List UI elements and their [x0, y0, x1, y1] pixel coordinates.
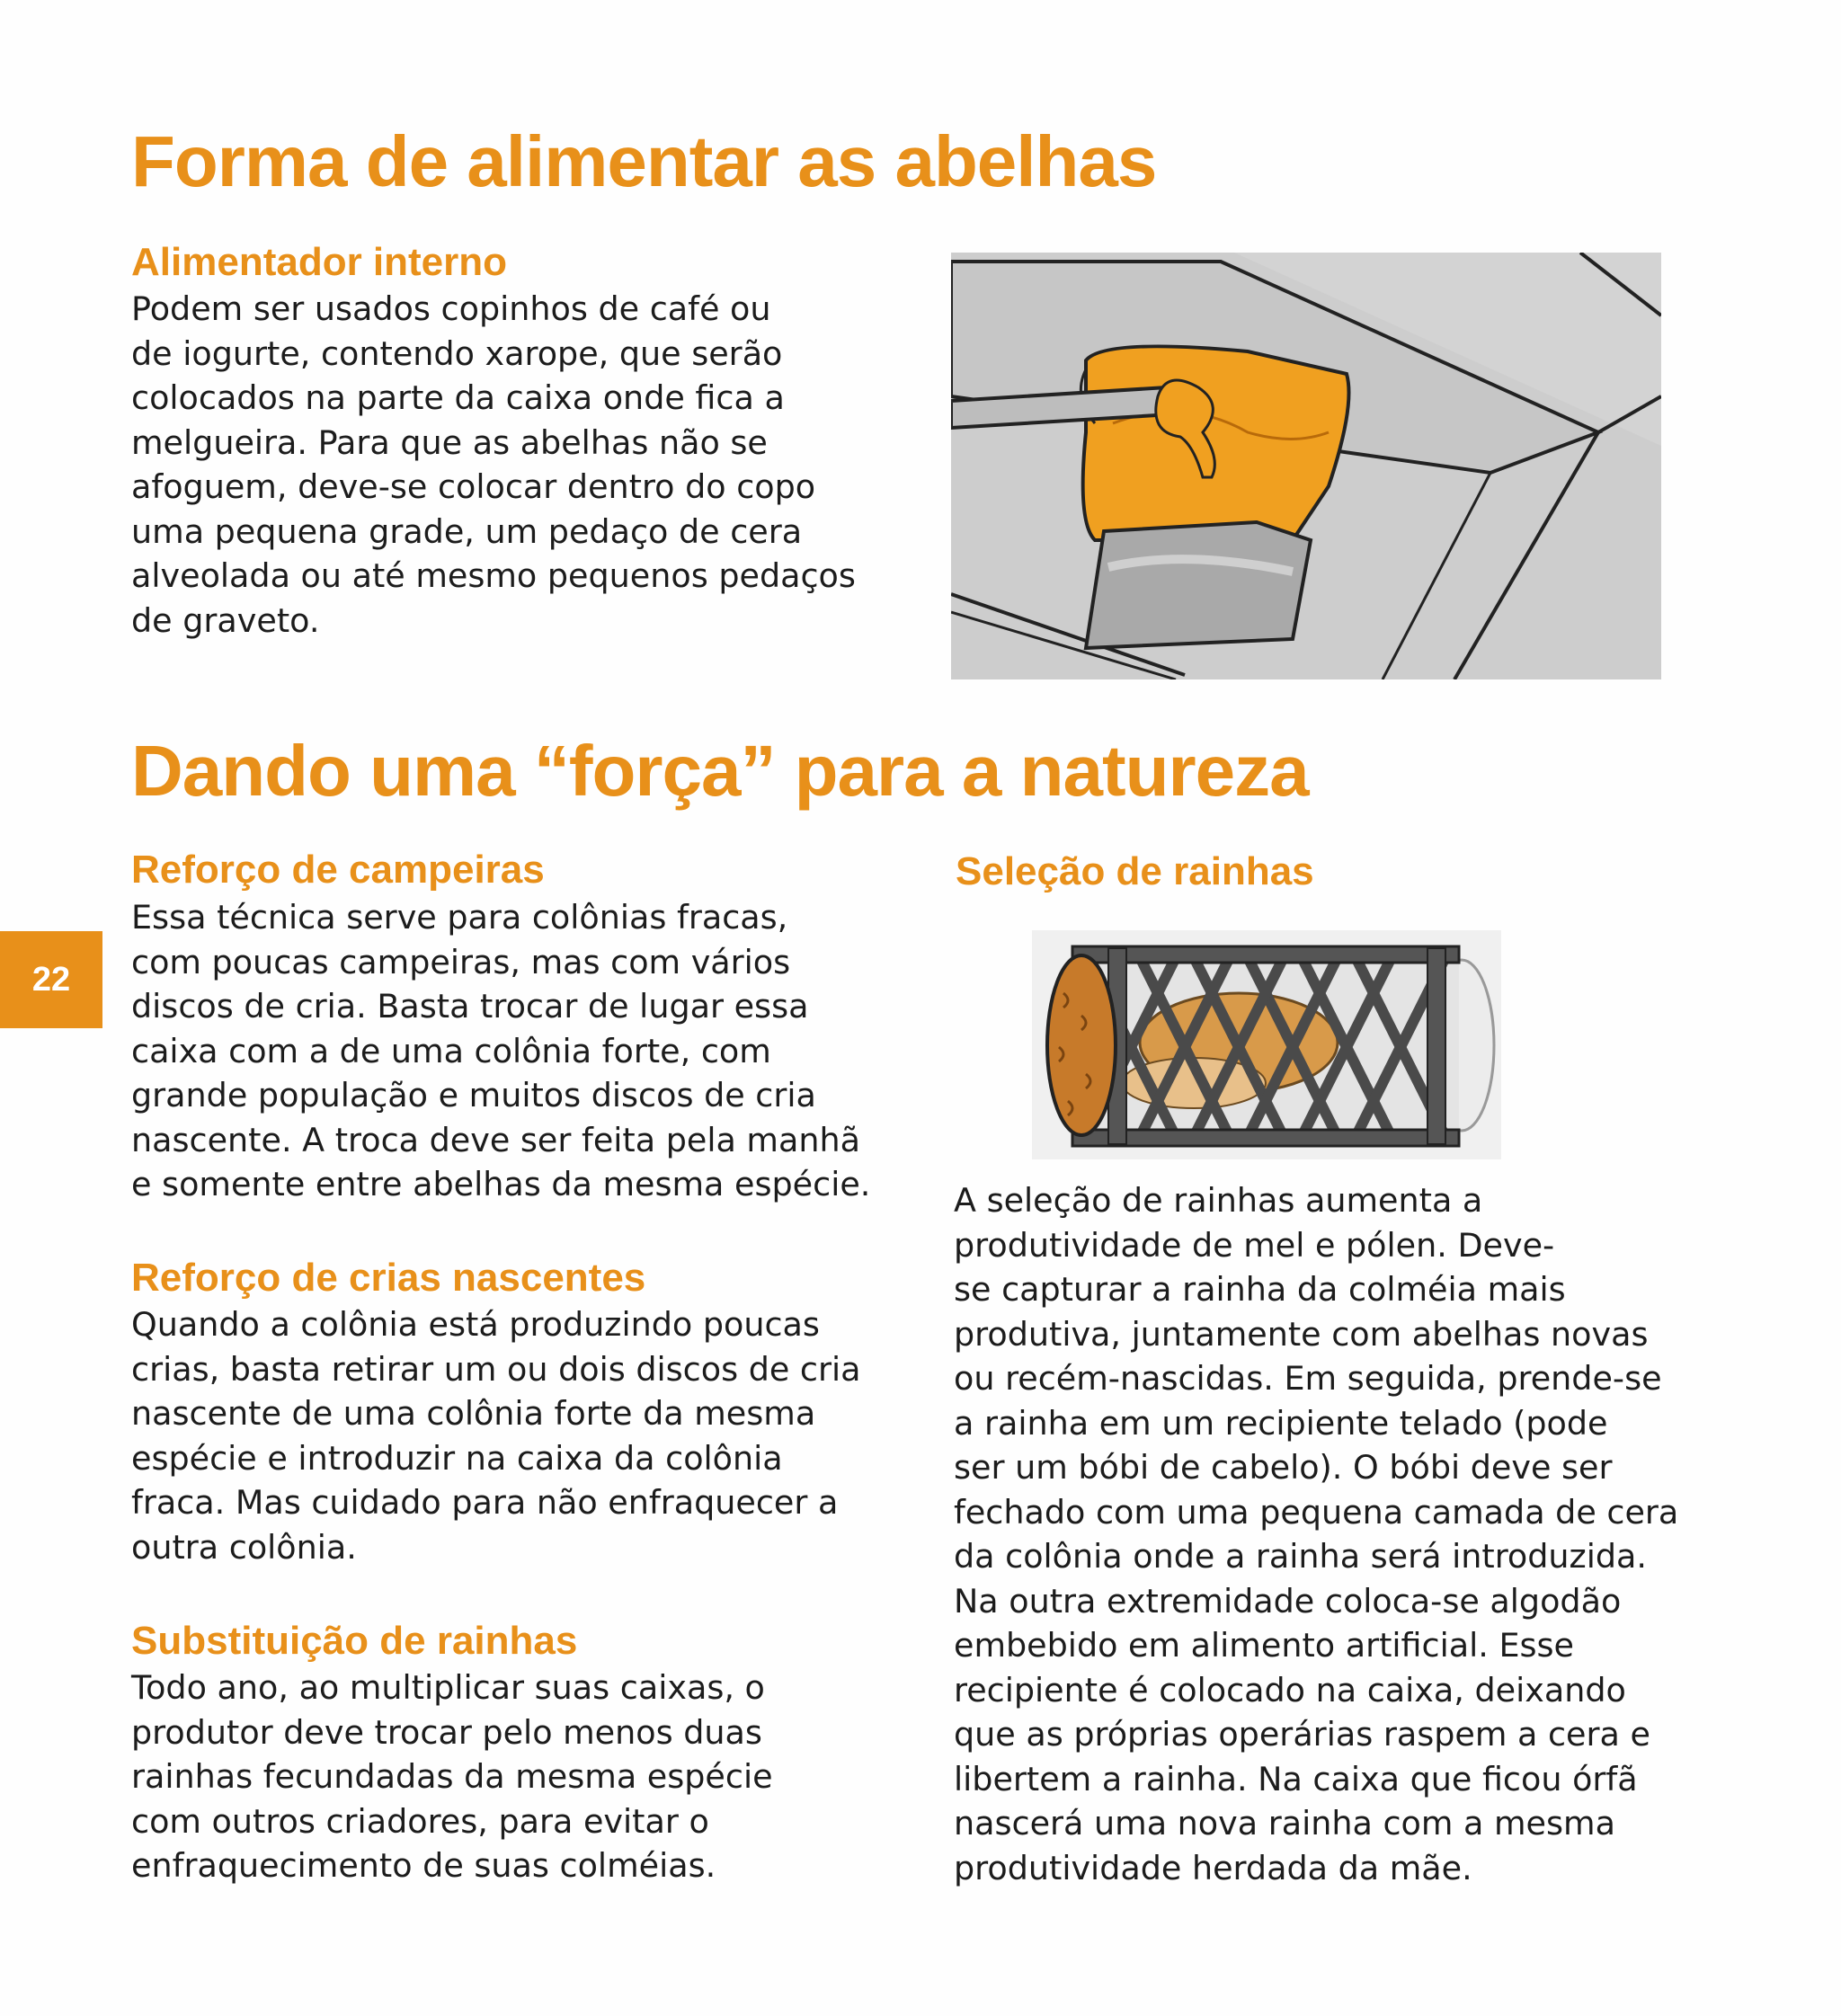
subheading-internal-feeder: Alimentador interno [131, 240, 508, 284]
paragraph-queen-replacement: Todo ano, ao multiplicar suas caixas, o produtor deve trocar pelo menos duas rainhas fecundadas da mesma espécie com outros criadores, para evitar o enfraquecimento de suas colméias. [131, 1668, 773, 1885]
paragraph-brood: Quando a colônia está produzindo poucas crias, basta retirar um ou dois discos de cria nascente de uma colônia forte da mesma espécie e introduzir na caixa da colônia fraca. Mas cuidado para não enfraquecer a outra colônia. [131, 1305, 861, 1567]
subheading-queen-replacement: Substituição de rainhas [131, 1619, 578, 1663]
paragraph-foragers: Essa técnica serve para colônias fracas, com poucas campeiras, mas com vários discos de cria. Basta trocar de lugar essa caixa com a de uma colônia forte, com grande população e muitos discos de cria nascente. A troca deve ser feita pela manhã e somente entre abelhas da mesma espécie. [131, 898, 871, 1203]
paragraph-queen-selection: A seleção de rainhas aumenta a produtividade de mel e pólen. Deve- se capturar a rainha da colméia mais produtiva, juntamente com abelhas novas ou recém-nascidas. Em seguida, prende-se a rainha em um recipiente telado (pode ser um bóbi de cabelo). O bóbi deve ser fechado com uma pequena camada de cera da colônia onde a rainha será introduzida. Na outra extremidade coloca-se algodão embebido em alimento artificial. Esse recipiente é colocado na caixa, deixando que as próprias operárias raspem a cera e libertem a rainha. Na caixa que ficou órfã nascerá uma nova rainha com a mesma produtividade herdada da mãe. [954, 1181, 1679, 1887]
section-title-feeding: Forma de alimentar as abelhas [131, 121, 1157, 201]
page-number: 22 [31, 960, 71, 999]
section-title-nature: Dando uma “força” para a natureza [131, 731, 1309, 811]
subheading-foragers: Reforço de campeiras [131, 848, 545, 892]
queen-cage-illustration [1032, 930, 1501, 1159]
subheading-queen-selection: Seleção de rainhas [956, 849, 1314, 893]
paragraph-internal-feeder: Podem ser usados copinhos de café ou de iogurte, contendo xarope, que serão colocados na parte da caixa onde fica a melgueira. Para que as abelhas não se afoguem, deve-se colocar dentro do copo uma pequena grade, um pedaço de cera alveolada ou até mesmo pequenos pedaços de graveto. [131, 289, 856, 640]
page-number-tab [0, 931, 102, 1028]
subheading-brood: Reforço de crias nascentes [131, 1256, 646, 1300]
feeder-cup-illustration [951, 253, 1661, 679]
